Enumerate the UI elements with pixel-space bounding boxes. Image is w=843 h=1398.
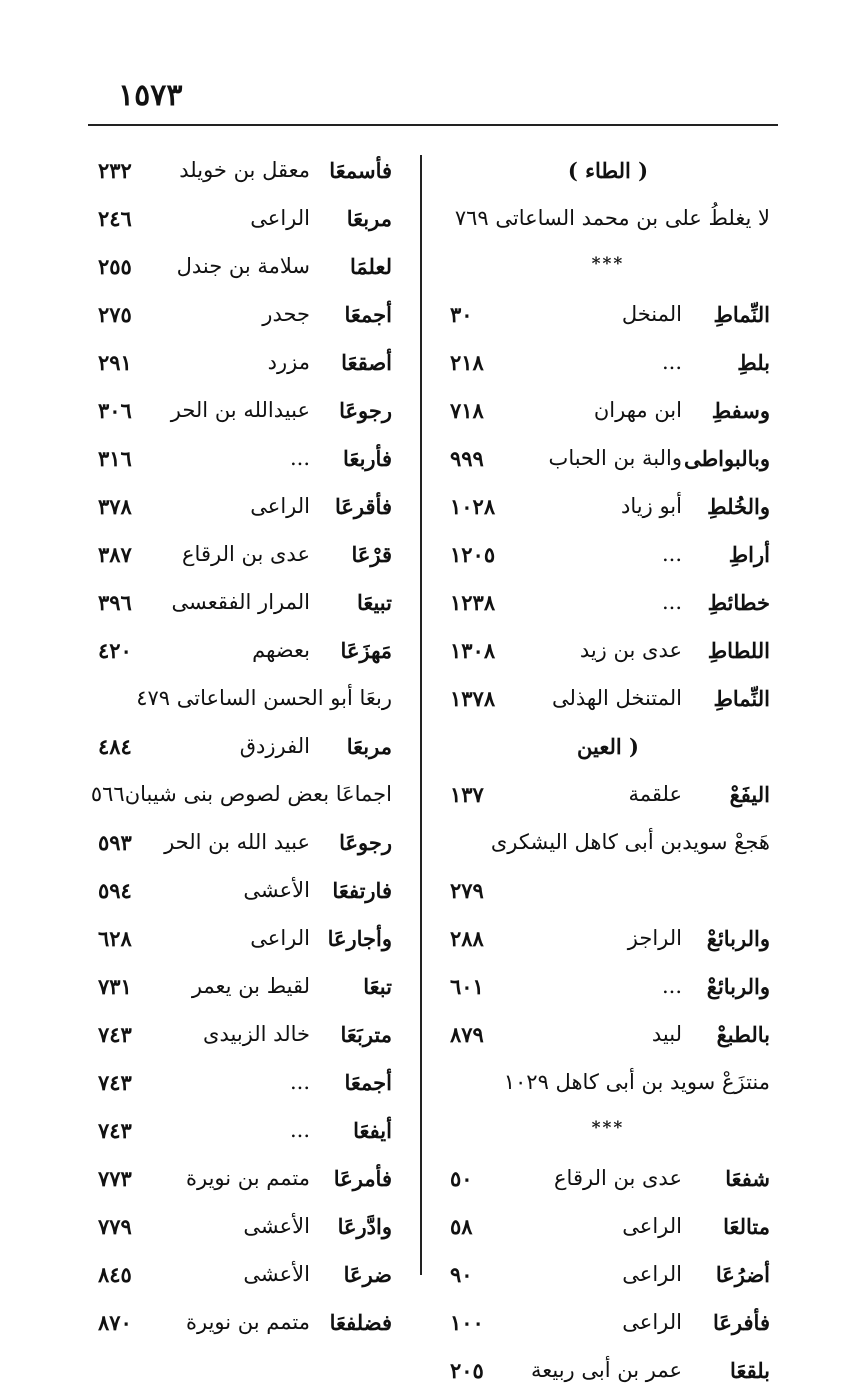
page-ref: ٣٠ — [450, 302, 473, 327]
index-row — [438, 438, 778, 486]
rhyme-word: قرْعَا — [351, 542, 392, 567]
index-row — [438, 534, 778, 582]
index-row — [88, 918, 406, 966]
poet-name: ... — [289, 1070, 310, 1094]
page-ref: ٣٩٦ — [98, 590, 132, 615]
section-separator: *** — [591, 254, 625, 274]
index-row — [88, 246, 406, 294]
page-ref: ١٠٠ — [450, 1310, 484, 1335]
index-row — [88, 150, 406, 198]
index-row — [88, 726, 406, 774]
poet-name: بعضهم — [252, 638, 310, 662]
rhyme-word: بلطِ — [737, 350, 770, 375]
index-row — [88, 1014, 406, 1062]
index-row — [438, 966, 778, 1014]
poet-name: الراجز — [627, 926, 682, 950]
rhyme-word: فأسمعَا — [329, 158, 392, 183]
poet-name: الأعشى — [243, 878, 310, 902]
rhyme-word: والربائعْ — [706, 926, 770, 951]
index-row — [438, 198, 778, 246]
index-line: منتزَعْ سويد بن أبى كاهل ١٠٢٩ — [503, 1070, 770, 1094]
section-heading: ( العين — [577, 734, 639, 759]
rhyme-word: أجمعَا — [344, 302, 392, 327]
page-ref: ٧٤٣ — [98, 1022, 132, 1047]
poet-name: مزرد — [267, 350, 310, 374]
page-ref: ٢٨٨ — [450, 926, 484, 951]
index-row — [438, 774, 778, 822]
page-ref: ١٣٧ — [450, 782, 484, 807]
poet-name: المرار الفقعسى — [171, 590, 310, 614]
rhyme-word: فأفرعَا — [713, 1310, 770, 1335]
index-row — [88, 342, 406, 390]
page-ref: ٧٧٩ — [98, 1214, 132, 1239]
rhyme-word: شفعَا — [725, 1166, 770, 1191]
page-ref: ٧٣١ — [98, 974, 132, 999]
index-row — [438, 1206, 778, 1254]
page-ref: ٥٠ — [450, 1166, 473, 1191]
right-column — [438, 150, 778, 1398]
page-ref: ٢٤٦ — [98, 206, 132, 231]
index-row — [438, 1158, 778, 1206]
page-ref: ٣٨٧ — [98, 542, 132, 567]
index-row — [88, 390, 406, 438]
poet-name: ... — [289, 1118, 310, 1142]
page-ref: ٢١٨ — [450, 350, 484, 375]
index-row — [88, 1254, 406, 1302]
poet-name: ... — [289, 446, 310, 470]
index-row — [438, 246, 778, 294]
poet-name: عبيد الله بن الحر — [164, 830, 310, 854]
poet-name: الراعى — [250, 926, 310, 950]
index-row — [88, 966, 406, 1014]
poet-name: سلامة بن جندل — [176, 254, 310, 278]
page-ref: ٨٧٠ — [98, 1310, 132, 1335]
index-row — [88, 198, 406, 246]
index-row — [88, 1062, 406, 1110]
poet-name: ابن مهران — [593, 398, 682, 422]
index-row — [88, 1110, 406, 1158]
index-row — [88, 1302, 406, 1350]
poet-name: لبيد — [651, 1022, 682, 1046]
index-row — [88, 1206, 406, 1254]
rhyme-word: متربَعَا — [340, 1022, 392, 1047]
rhyme-word: بالطبعْ — [716, 1022, 770, 1047]
index-line: هَجعْ سويدبن أبى كاهل اليشكرى — [490, 830, 770, 854]
rhyme-word: أيفعَا — [353, 1118, 392, 1143]
rhyme-word: فأمرعَا — [333, 1166, 392, 1191]
rhyme-word: النِّماطِ — [713, 686, 770, 711]
poet-name: خالد الزبيدى — [203, 1022, 310, 1046]
page-ref: ٩٩٩ — [450, 446, 484, 471]
poet-name: ... — [661, 974, 682, 998]
poet-name: عمر بن أبى ربيعة — [530, 1358, 682, 1382]
poet-name: متمم بن نويرة — [185, 1310, 310, 1334]
poet-name: والبة بن الحباب — [548, 446, 682, 470]
rhyme-word: وأجارعَا — [327, 926, 392, 951]
page-ref: ٢٠٥ — [450, 1358, 484, 1383]
page-ref: ١٣٧٨ — [450, 686, 496, 711]
index-row — [438, 150, 778, 198]
page-ref: ١٢٠٥ — [450, 542, 496, 567]
index-row — [438, 390, 778, 438]
rhyme-word: وبالبواطى — [683, 446, 770, 471]
rhyme-word: رجوعَا — [339, 398, 392, 423]
poet-name: المنخل — [621, 302, 682, 326]
page-ref: ٤٨٤ — [98, 734, 132, 759]
page-ref: ٧٤٣ — [98, 1070, 132, 1095]
index-row — [88, 294, 406, 342]
rhyme-word: أصقعَا — [341, 350, 392, 375]
index-row — [438, 582, 778, 630]
poet-name: لقيط بن يعمر — [191, 974, 310, 998]
page-ref: ٦٢٨ — [98, 926, 132, 951]
index-row — [88, 678, 406, 726]
index-row — [438, 1302, 778, 1350]
index-row — [438, 1350, 778, 1398]
page-ref: ٩٠ — [450, 1262, 473, 1287]
page-ref: ٢٧٥ — [98, 302, 132, 327]
rhyme-word: اللطاطِ — [707, 638, 770, 663]
poet-name: عدى بن الرقاع — [554, 1166, 682, 1190]
index-row — [88, 582, 406, 630]
index-row — [438, 294, 778, 342]
rhyme-word: خطائطِ — [707, 590, 770, 615]
poet-name: علقمة — [628, 782, 682, 806]
page-ref: ٢٩١ — [98, 350, 132, 375]
rhyme-word: بلقعَا — [730, 1358, 770, 1383]
page-ref: ١٠٢٨ — [450, 494, 496, 519]
index-row — [438, 1062, 778, 1110]
rhyme-word: ضرعَا — [343, 1262, 392, 1287]
poet-name: المتنخل الهذلى — [551, 686, 682, 710]
index-row — [438, 630, 778, 678]
rhyme-word: والخُلطِ — [707, 494, 770, 519]
rhyme-word: النِّماطِ — [713, 302, 770, 327]
page-ref: ٧٤٣ — [98, 1118, 132, 1143]
page-ref: ٢٥٥ — [98, 254, 132, 279]
index-line: ربعَا أبو الحسن الساعاتى ٤٧٩ — [136, 686, 392, 710]
index-row — [88, 534, 406, 582]
rhyme-word: مربعَا — [346, 206, 392, 231]
page-ref: ١٢٣٨ — [450, 590, 496, 615]
page-ref: ٨٧٩ — [450, 1022, 484, 1047]
page-ref: ٥٨ — [450, 1214, 473, 1239]
index-row — [438, 1014, 778, 1062]
page-ref: ٢٣٢ — [98, 158, 132, 183]
poet-name: ... — [661, 542, 682, 566]
column-divider — [420, 155, 422, 1275]
page-ref: ٧١٨ — [450, 398, 484, 423]
rhyme-word: لعلمَا — [349, 254, 392, 279]
poet-name: متمم بن نويرة — [185, 1166, 310, 1190]
rhyme-word: أجمعَا — [344, 1070, 392, 1095]
page-ref: ٣٧٨ — [98, 494, 132, 519]
rhyme-word: مَهزَعَا — [340, 638, 392, 663]
index-row — [438, 870, 778, 918]
page-ref: ٤٢٠ — [98, 638, 132, 663]
page-ref: ٥٩٣ — [98, 830, 132, 855]
index-row — [438, 1254, 778, 1302]
index-row — [88, 1158, 406, 1206]
index-row — [438, 678, 778, 726]
poet-name: الراعى — [622, 1214, 682, 1238]
page-ref: ٥٩٤ — [98, 878, 132, 903]
poet-name: عدى بن الرقاع — [182, 542, 310, 566]
rhyme-word: وادَّرعَا — [337, 1214, 392, 1239]
poet-name: الأعشى — [243, 1262, 310, 1286]
page-number: ١٥٧٣ — [118, 78, 183, 113]
index-row — [438, 486, 778, 534]
poet-name: الأعشى — [243, 1214, 310, 1238]
index-row — [88, 630, 406, 678]
index-line: لا يغلطُ على بن محمد الساعاتى ٧٦٩ — [454, 206, 770, 230]
poet-name: الراعى — [250, 206, 310, 230]
poet-name: عدى بن زيد — [579, 638, 682, 662]
poet-name: عبيدالله بن الحر — [170, 398, 310, 422]
poet-name: الفرزدق — [239, 734, 310, 758]
left-column — [88, 150, 406, 1350]
rhyme-word: أراطِ — [728, 542, 770, 567]
rhyme-word: رجوعَا — [339, 830, 392, 855]
index-row — [88, 438, 406, 486]
poet-name: معقل بن خويلد — [179, 158, 310, 182]
section-heading: ( الطاء ) — [567, 158, 649, 183]
index-row — [438, 342, 778, 390]
page-ref: ٣٠٦ — [98, 398, 132, 423]
rhyme-word: تبيعَا — [356, 590, 392, 615]
index-row — [438, 822, 778, 870]
rhyme-word: وسفطِ — [711, 398, 770, 423]
index-row — [438, 726, 778, 774]
rhyme-word: فأربعَا — [343, 446, 392, 471]
page-ref: ٦٠١ — [450, 974, 484, 999]
page-ref: ٨٤٥ — [98, 1262, 132, 1287]
rhyme-word: فأقرعَا — [335, 494, 392, 519]
page-ref: ٢٧٩ — [450, 878, 484, 903]
rhyme-word: فضلفعَا — [329, 1310, 392, 1335]
poet-name: ... — [661, 350, 682, 374]
rhyme-word: اليفَعْ — [729, 782, 770, 807]
rhyme-word: متالعَا — [723, 1214, 770, 1239]
section-separator: *** — [591, 1118, 625, 1138]
rhyme-word: والربائعْ — [706, 974, 770, 999]
poet-name: جحدر — [262, 302, 310, 326]
index-row — [438, 1110, 778, 1158]
rhyme-word: فارتفعَا — [332, 878, 392, 903]
page-ref: ١٣٠٨ — [450, 638, 496, 663]
index-line: اجماعَا بعض لصوص بنى شيبان٥٦٦ — [90, 782, 392, 806]
page-ref: ٣١٦ — [98, 446, 132, 471]
index-row — [88, 822, 406, 870]
page-ref: ٧٧٣ — [98, 1166, 132, 1191]
rhyme-word: أضرُعَا — [715, 1262, 770, 1287]
top-rule — [88, 124, 778, 126]
index-row — [88, 486, 406, 534]
index-row — [88, 870, 406, 918]
rhyme-word: مربعَا — [346, 734, 392, 759]
poet-name: أبو زياد — [621, 494, 682, 518]
rhyme-word: تبعَا — [363, 974, 392, 999]
poet-name: ... — [661, 590, 682, 614]
index-row — [88, 774, 406, 822]
poet-name: الراعى — [250, 494, 310, 518]
poet-name: الراعى — [622, 1262, 682, 1286]
index-row — [438, 918, 778, 966]
poet-name: الراعى — [622, 1310, 682, 1334]
